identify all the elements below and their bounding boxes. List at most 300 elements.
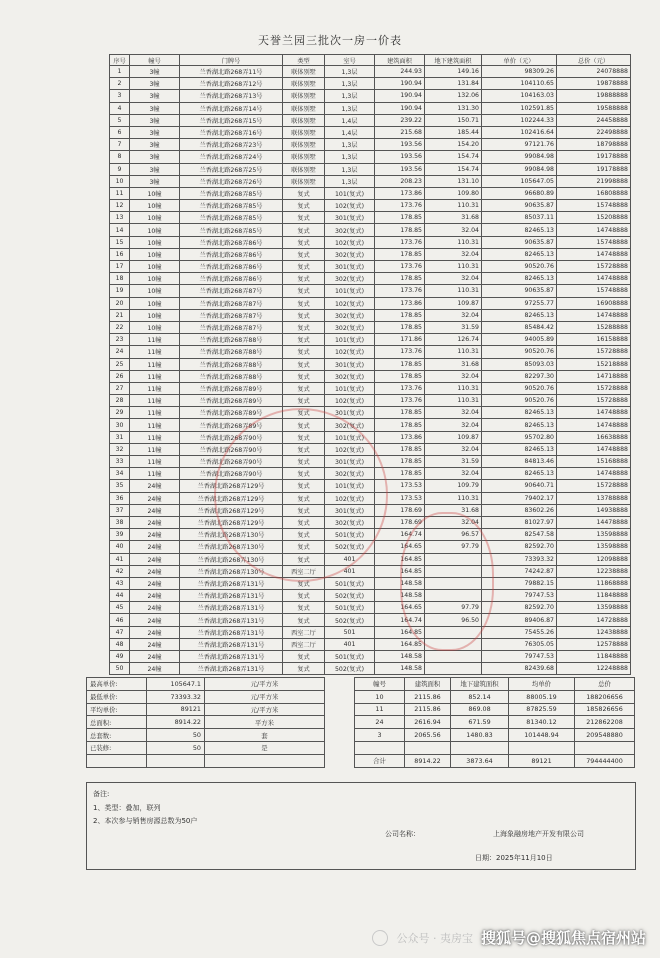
table-cell: 24幢 <box>130 651 180 663</box>
table-cell: 18798888 <box>557 139 631 151</box>
table-cell: 154.74 <box>425 163 482 175</box>
summary-cell <box>575 741 635 754</box>
summary-label: 总面积: <box>87 716 147 729</box>
table-cell: 兰香湖北路268弄25号 <box>180 163 283 175</box>
table-cell: 13598888 <box>557 541 631 553</box>
table-cell: 兰香湖北路268弄130号 <box>180 529 283 541</box>
header-cell: 序号 <box>110 55 130 66</box>
table-cell: 西室二厅 <box>283 638 325 650</box>
table-cell: 102(复式) <box>325 236 375 248</box>
table-cell: 190.94 <box>375 78 425 90</box>
summary-cell: 88005.19 <box>509 690 575 703</box>
table-cell: 复式 <box>283 577 325 589</box>
summary-cell: 188206656 <box>575 690 635 703</box>
table-row <box>110 90 631 102</box>
table-cell: 兰香湖北路268弄85号 <box>180 200 283 212</box>
summary-cell: 212862208 <box>575 716 635 729</box>
table-cell: 101(复式) <box>325 187 375 199</box>
table-cell: 502(复式) <box>325 590 375 602</box>
table-cell: 3幢 <box>130 66 180 78</box>
table-cell: 96.57 <box>425 529 482 541</box>
table-cell: 13788888 <box>557 492 631 504</box>
table-cell: 215.68 <box>375 126 425 138</box>
table-cell: 24幢 <box>130 638 180 650</box>
table-cell: 联体别墅 <box>283 139 325 151</box>
table-cell: 复式 <box>283 443 325 455</box>
table-cell: 复式 <box>283 358 325 370</box>
table-cell: 3幢 <box>130 139 180 151</box>
table-cell: 173.76 <box>375 200 425 212</box>
table-cell: 501(复式) <box>325 602 375 614</box>
header-cell: 门牌号 <box>180 55 283 66</box>
table-cell: 82592.70 <box>482 541 557 553</box>
table-cell: 12098888 <box>557 553 631 565</box>
summary-total-cell: 合计 <box>355 754 405 767</box>
table-cell: 32.04 <box>425 419 482 431</box>
table-cell: 82465.13 <box>482 273 557 285</box>
table-cell: 兰香湖北路268弄88号 <box>180 370 283 382</box>
table-cell: 32.04 <box>425 516 482 528</box>
table-cell: 110.31 <box>425 285 482 297</box>
table-cell: 178.69 <box>375 504 425 516</box>
price-table <box>109 54 631 675</box>
table-cell: 75455.26 <box>482 626 557 638</box>
table-cell: 12 <box>110 200 130 212</box>
table-cell: 42 <box>110 565 130 577</box>
table-cell: 74242.87 <box>482 565 557 577</box>
table-cell: 复式 <box>283 297 325 309</box>
table-cell: 39 <box>110 529 130 541</box>
table-cell: 40 <box>110 541 130 553</box>
table-cell: 178.85 <box>375 273 425 285</box>
table-cell: 11幢 <box>130 431 180 443</box>
table-cell: 90640.71 <box>482 480 557 492</box>
table-cell: 1,3层 <box>325 78 375 90</box>
table-cell: 148.58 <box>375 577 425 589</box>
summary-cell: 81340.12 <box>509 716 575 729</box>
summary-cell: 671.59 <box>451 716 509 729</box>
table-cell: 24幢 <box>130 663 180 675</box>
table-cell: 15218888 <box>557 358 631 370</box>
table-cell: 302(复式) <box>325 248 375 260</box>
table-cell: 联体别墅 <box>283 78 325 90</box>
table-row <box>110 297 631 309</box>
summary-total-cell: 794444400 <box>575 754 635 767</box>
table-cell: 3幢 <box>130 90 180 102</box>
table-cell: 14 <box>110 224 130 236</box>
summary-value: 50 <box>147 741 205 754</box>
summary-row <box>87 716 635 729</box>
table-cell: 兰香湖北路268弄88号 <box>180 334 283 346</box>
table-cell: 兰香湖北路268弄90号 <box>180 468 283 480</box>
table-cell: 20 <box>110 297 130 309</box>
table-cell: 164.85 <box>375 565 425 577</box>
table-row <box>110 126 631 138</box>
table-cell: 兰香湖北路268弄129号 <box>180 492 283 504</box>
table-cell: 10幢 <box>130 212 180 224</box>
table-cell: 25 <box>110 358 130 370</box>
table-cell: 12578888 <box>557 638 631 650</box>
table-cell: 3幢 <box>130 78 180 90</box>
table-cell: 6 <box>110 126 130 138</box>
table-cell: 5 <box>110 114 130 126</box>
watermark-small: 公众号 · 夷房宝 <box>396 931 473 945</box>
table-cell: 兰香湖北路268弄26号 <box>180 175 283 187</box>
summary-cell <box>325 754 355 767</box>
table-cell: 154.20 <box>425 139 482 151</box>
table-cell: 兰香湖北路268弄85号 <box>180 187 283 199</box>
table-cell: 复式 <box>283 492 325 504</box>
table-cell: 105647.05 <box>482 175 557 187</box>
table-cell: 11幢 <box>130 395 180 407</box>
table-cell: 11幢 <box>130 346 180 358</box>
table-row <box>110 200 631 212</box>
table-cell: 164.74 <box>375 614 425 626</box>
table-cell: 131.30 <box>425 102 482 114</box>
table-cell: 1,3层 <box>325 90 375 102</box>
table-cell: 复式 <box>283 602 325 614</box>
table-cell: 193.56 <box>375 139 425 151</box>
summary-header-cell: 均单价 <box>509 678 575 691</box>
table-cell: 102(复式) <box>325 443 375 455</box>
table-cell: 43 <box>110 577 130 589</box>
table-cell: 29 <box>110 407 130 419</box>
table-cell: 110.31 <box>425 395 482 407</box>
table-cell: 79747.53 <box>482 651 557 663</box>
table-cell: 14748888 <box>557 224 631 236</box>
summary-unit: 平方米 <box>205 716 325 729</box>
table-cell: 兰香湖北路268弄86号 <box>180 236 283 248</box>
table-row <box>110 663 631 675</box>
table-cell: 10幢 <box>130 200 180 212</box>
table-cell: 301(复式) <box>325 212 375 224</box>
table-cell: 1,3层 <box>325 102 375 114</box>
table-cell: 109.80 <box>425 187 482 199</box>
table-cell: 10幢 <box>130 321 180 333</box>
table-cell: 24078888 <box>557 66 631 78</box>
table-row <box>110 638 631 650</box>
table-cell: 15208888 <box>557 212 631 224</box>
table-cell: 22498888 <box>557 126 631 138</box>
table-cell: 复式 <box>283 309 325 321</box>
table-cell: 10幢 <box>130 187 180 199</box>
table-cell: 兰香湖北路268弄85号 <box>180 224 283 236</box>
table-cell: 兰香湖北路268弄15号 <box>180 114 283 126</box>
table-cell: 11幢 <box>130 456 180 468</box>
table-cell: 复式 <box>283 248 325 260</box>
table-cell: 302(复式) <box>325 309 375 321</box>
table-cell: 21998888 <box>557 175 631 187</box>
table-cell: 301(复式) <box>325 456 375 468</box>
header-cell: 室号 <box>325 55 375 66</box>
summary-row <box>87 754 635 767</box>
summary-cell: 87825.59 <box>509 703 575 716</box>
summary-total-cell: 89121 <box>509 754 575 767</box>
table-cell: 复式 <box>283 236 325 248</box>
table-cell: 82465.13 <box>482 419 557 431</box>
table-cell: 兰香湖北路268弄131号 <box>180 663 283 675</box>
table-cell: 兰香湖北路268弄24号 <box>180 151 283 163</box>
table-row <box>110 187 631 199</box>
table-cell: 126.74 <box>425 334 482 346</box>
table-cell: 150.71 <box>425 114 482 126</box>
table-cell: 90520.76 <box>482 261 557 273</box>
header-cell: 地下建筑面积 <box>425 55 482 66</box>
table-cell <box>425 663 482 675</box>
summary-cell <box>451 741 509 754</box>
table-cell: 104110.65 <box>482 78 557 90</box>
summary-cell: 2616.94 <box>405 716 451 729</box>
table-cell: 15288888 <box>557 321 631 333</box>
table-cell: 24幢 <box>130 614 180 626</box>
table-cell: 11幢 <box>130 334 180 346</box>
table-cell: 1,3层 <box>325 163 375 175</box>
table-cell: 14728888 <box>557 614 631 626</box>
table-cell: 14718888 <box>557 370 631 382</box>
table-cell: 31.59 <box>425 456 482 468</box>
table-cell: 27 <box>110 382 130 394</box>
company-name: 上海象融房地产开发有限公司 <box>493 830 584 838</box>
table-cell: 15728888 <box>557 261 631 273</box>
table-cell: 复式 <box>283 651 325 663</box>
table-row <box>110 66 631 78</box>
table-cell: 兰香湖北路268弄131号 <box>180 626 283 638</box>
table-cell: 109.87 <box>425 297 482 309</box>
table-cell: 302(复式) <box>325 273 375 285</box>
summary-header-cell: 幢号 <box>355 678 405 691</box>
summary-label: 已装修: <box>87 741 147 754</box>
table-row <box>110 139 631 151</box>
table-cell: 301(复式) <box>325 358 375 370</box>
table-cell: 复式 <box>283 590 325 602</box>
table-cell: 301(复式) <box>325 504 375 516</box>
summary-cell: 2115.86 <box>405 703 451 716</box>
table-cell: 178.85 <box>375 321 425 333</box>
table-cell: 复式 <box>283 541 325 553</box>
table-cell: 1,3层 <box>325 66 375 78</box>
table-row <box>110 358 631 370</box>
summary-label: 平均单价: <box>87 703 147 716</box>
table-cell: 兰香湖北路268弄86号 <box>180 248 283 260</box>
table-cell: 173.86 <box>375 431 425 443</box>
table-cell: 178.85 <box>375 358 425 370</box>
table-cell: 85093.03 <box>482 358 557 370</box>
table-cell: 148.58 <box>375 663 425 675</box>
table-cell: 79402.17 <box>482 492 557 504</box>
table-cell: 13598888 <box>557 602 631 614</box>
table-cell: 110.31 <box>425 261 482 273</box>
table-cell: 110.31 <box>425 382 482 394</box>
table-cell: 301(复式) <box>325 261 375 273</box>
table-cell: 110.31 <box>425 236 482 248</box>
table-cell: 14748888 <box>557 273 631 285</box>
summary-row <box>87 690 635 703</box>
table-cell: 复式 <box>283 346 325 358</box>
table-cell: 兰香湖北路268弄87号 <box>180 309 283 321</box>
summary-unit: 元/平方米 <box>205 678 325 691</box>
table-cell: 501(复式) <box>325 529 375 541</box>
summary-cell: 2065.56 <box>405 729 451 742</box>
summary-value: 105647.1 <box>147 678 205 691</box>
summary-table <box>86 677 635 768</box>
table-cell: 11848888 <box>557 590 631 602</box>
table-cell: 31.59 <box>425 321 482 333</box>
table-cell: 32.04 <box>425 224 482 236</box>
table-cell: 178.85 <box>375 212 425 224</box>
table-cell: 190.94 <box>375 102 425 114</box>
summary-cell: 10 <box>355 690 405 703</box>
table-row <box>110 370 631 382</box>
table-cell: 16 <box>110 248 130 260</box>
table-row <box>110 175 631 187</box>
note-item: 2、本次参与销售房源总数为50户 <box>93 817 198 825</box>
table-cell: 24幢 <box>130 626 180 638</box>
table-cell: 401 <box>325 638 375 650</box>
table-row <box>110 565 631 577</box>
table-cell: 244.93 <box>375 66 425 78</box>
table-row <box>110 602 631 614</box>
table-cell: 复式 <box>283 431 325 443</box>
table-cell: 32.04 <box>425 273 482 285</box>
table-cell: 164.85 <box>375 553 425 565</box>
table-cell: 178.85 <box>375 370 425 382</box>
table-cell: 复式 <box>283 285 325 297</box>
table-cell: 32.04 <box>425 468 482 480</box>
table-cell: 复式 <box>283 370 325 382</box>
table-cell: 45 <box>110 602 130 614</box>
table-cell: 90520.76 <box>482 395 557 407</box>
table-cell: 兰香湖北路268弄131号 <box>180 638 283 650</box>
table-cell: 85484.42 <box>482 321 557 333</box>
table-cell: 10幢 <box>130 285 180 297</box>
summary-cell: 185826656 <box>575 703 635 716</box>
table-cell: 48 <box>110 638 130 650</box>
table-cell: 302(复式) <box>325 321 375 333</box>
table-cell: 99084.98 <box>482 151 557 163</box>
summary-cell <box>147 754 205 767</box>
table-cell: 联体别墅 <box>283 126 325 138</box>
table-cell: 38 <box>110 516 130 528</box>
table-cell: 19178888 <box>557 163 631 175</box>
table-cell: 31.68 <box>425 358 482 370</box>
table-cell: 14478888 <box>557 516 631 528</box>
table-cell: 兰香湖北路268弄89号 <box>180 407 283 419</box>
table-cell: 10幢 <box>130 309 180 321</box>
table-cell: 17 <box>110 261 130 273</box>
table-cell: 24幢 <box>130 516 180 528</box>
table-row <box>110 236 631 248</box>
table-cell: 3 <box>110 90 130 102</box>
price-table-body <box>110 66 631 675</box>
watermark <box>372 927 646 948</box>
table-cell: 1,3层 <box>325 175 375 187</box>
table-cell: 208.23 <box>375 175 425 187</box>
table-cell: 102(复式) <box>325 346 375 358</box>
table-cell: 兰香湖北路268弄87号 <box>180 297 283 309</box>
table-cell: 联体别墅 <box>283 66 325 78</box>
table-cell: 164.85 <box>375 626 425 638</box>
table-cell: 82465.13 <box>482 443 557 455</box>
table-cell: 95702.80 <box>482 431 557 443</box>
table-cell: 82465.13 <box>482 468 557 480</box>
table-cell: 178.85 <box>375 309 425 321</box>
table-cell: 178.85 <box>375 468 425 480</box>
table-cell: 79747.53 <box>482 590 557 602</box>
table-cell: 102244.33 <box>482 114 557 126</box>
table-cell: 79882.15 <box>482 577 557 589</box>
table-row <box>110 419 631 431</box>
table-row <box>110 395 631 407</box>
table-cell: 兰香湖北路268弄11号 <box>180 66 283 78</box>
table-cell: 28 <box>110 395 130 407</box>
table-cell: 301(复式) <box>325 407 375 419</box>
table-cell: 131.10 <box>425 175 482 187</box>
table-row <box>110 382 631 394</box>
document-title: 天誉兰园三批次一房一价表 <box>258 34 402 47</box>
table-cell: 32.04 <box>425 370 482 382</box>
table-cell: 110.31 <box>425 346 482 358</box>
table-cell: 102(复式) <box>325 297 375 309</box>
table-cell: 复式 <box>283 407 325 419</box>
header-cell: 单价（元） <box>482 55 557 66</box>
table-cell: 101(复式) <box>325 285 375 297</box>
table-cell: 复式 <box>283 261 325 273</box>
summary-cell: 24 <box>355 716 405 729</box>
table-cell: 31.68 <box>425 212 482 224</box>
table-cell: 兰香湖北路268弄86号 <box>180 261 283 273</box>
table-cell: 11幢 <box>130 407 180 419</box>
table-cell: 502(复式) <box>325 663 375 675</box>
table-cell: 14748888 <box>557 407 631 419</box>
table-row <box>110 285 631 297</box>
summary-gap <box>325 716 355 729</box>
table-cell: 501(复式) <box>325 577 375 589</box>
table-cell: 复式 <box>283 516 325 528</box>
price-table-header <box>110 55 631 66</box>
table-row <box>110 553 631 565</box>
table-cell: 复式 <box>283 334 325 346</box>
table-cell: 101(复式) <box>325 480 375 492</box>
table-cell: 复式 <box>283 187 325 199</box>
table-cell: 1,4层 <box>325 126 375 138</box>
table-cell: 19588888 <box>557 102 631 114</box>
issue-date: 日期：2025年11月10日 <box>475 854 553 862</box>
summary-label: 总套数: <box>87 729 147 742</box>
table-cell: 173.76 <box>375 285 425 297</box>
table-row <box>110 261 631 273</box>
table-cell: 19178888 <box>557 151 631 163</box>
summary-cell <box>405 741 451 754</box>
summary-value: 73393.32 <box>147 690 205 703</box>
table-cell: 14748888 <box>557 443 631 455</box>
table-cell: 34 <box>110 468 130 480</box>
header-cell: 类型 <box>283 55 325 66</box>
table-cell: 47 <box>110 626 130 638</box>
table-row <box>110 309 631 321</box>
table-cell: 复式 <box>283 382 325 394</box>
table-cell: 3幢 <box>130 102 180 114</box>
table-cell: 复式 <box>283 480 325 492</box>
table-cell: 90635.87 <box>482 285 557 297</box>
table-cell: 173.86 <box>375 187 425 199</box>
summary-cell <box>509 741 575 754</box>
table-cell: 302(复式) <box>325 370 375 382</box>
table-cell: 复式 <box>283 456 325 468</box>
table-cell: 复式 <box>283 529 325 541</box>
table-cell: 36 <box>110 492 130 504</box>
table-cell: 21 <box>110 309 130 321</box>
table-cell: 173.76 <box>375 382 425 394</box>
